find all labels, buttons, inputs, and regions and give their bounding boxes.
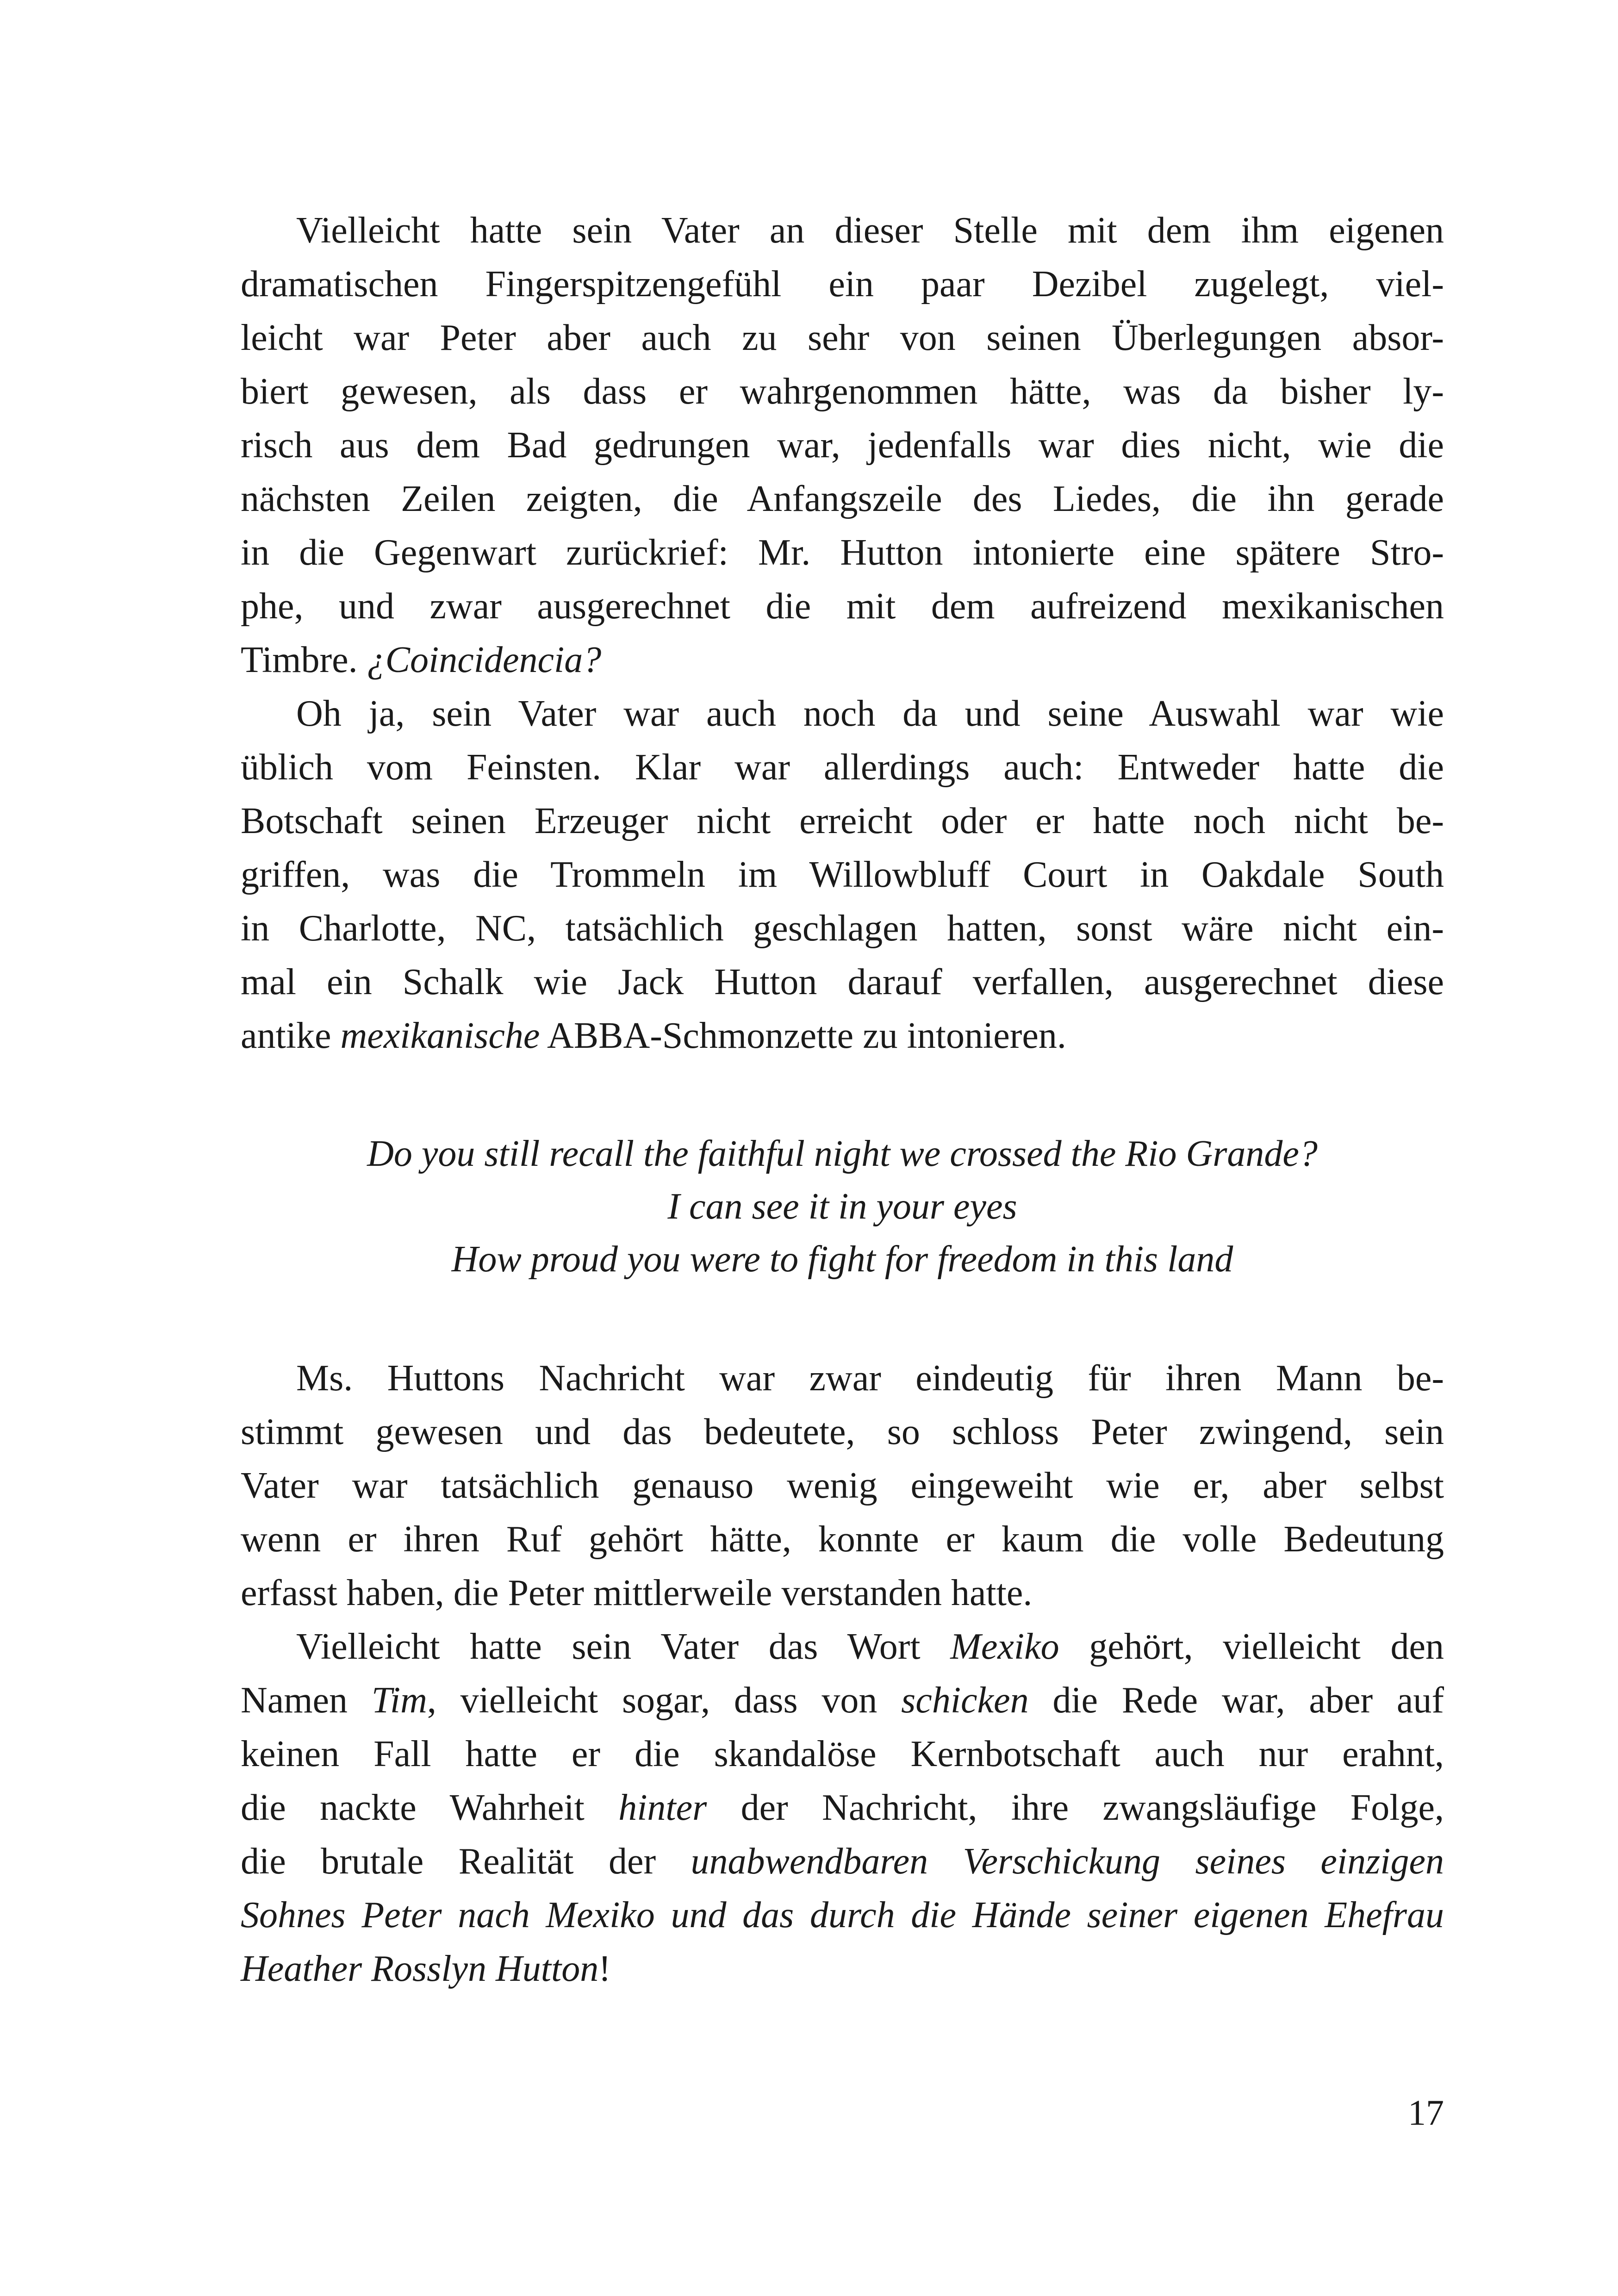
text-line (241, 311, 1444, 365)
text-span: biert gewesen, als dass er wahrgenommen hätte, was da bisher ly- (241, 371, 1444, 412)
text-line (241, 257, 1444, 311)
text-line (241, 1888, 1444, 1942)
text-span: Vielleicht hatte sein Vater an dieser Stelle mit dem ihm eigenen (296, 210, 1444, 251)
text-line (296, 1620, 1444, 1674)
text-line (241, 1942, 1444, 1996)
page-number: 17 (1408, 2092, 1444, 2133)
text-line (241, 365, 1444, 418)
song-verse-line: Do you still recall the faithful night we crossed the Rio Grande? (367, 1133, 1318, 1174)
text-span: mal ein Schalk wie Jack Hutton darauf verfallen, ausgerechnet diese (241, 962, 1444, 1002)
text-span: die Rede war, aber auf (1028, 1680, 1444, 1721)
text-line (241, 740, 1444, 794)
text-span: keinen Fall hatte er die skandalöse Kernbotschaft auch nur erahnt, (241, 1734, 1444, 1774)
text-span: Namen (241, 1680, 372, 1721)
text-line (241, 418, 1444, 472)
text-line (241, 902, 1444, 955)
text-span: wenn er ihren Ruf gehört hätte, konnte er kaum die volle Bedeutung (241, 1519, 1444, 1560)
text-line (296, 687, 1444, 740)
text-span: , vielleicht sogar, dass von (427, 1680, 902, 1721)
text-line (241, 1566, 1444, 1620)
text-line (241, 472, 1444, 526)
italic-text: schicken (901, 1680, 1029, 1721)
text-span: Ms. Huttons Nachricht war zwar eindeutig für ihren Mann be- (296, 1358, 1444, 1399)
italic-text: Sohnes Peter nach Mexiko und das durch die Hände seiner eigenen Ehefrau (241, 1895, 1444, 1935)
song-verse-line: I can see it in your eyes (667, 1186, 1017, 1227)
text-line (241, 794, 1444, 848)
italic-text: hinter (618, 1787, 707, 1828)
text-line (241, 1674, 1444, 1727)
text-span: üblich vom Feinsten. Klar war allerdings auch: Entweder hatte die (241, 747, 1444, 788)
text-span: Vielleicht hatte sein Vater das Wort (296, 1626, 951, 1667)
text-span: erfasst haben, die Peter mittlerweile verstanden hatte. (241, 1573, 1033, 1613)
text-line (241, 526, 1444, 579)
text-span: stimmt gewesen und das bedeutete, so schloss Peter zwingend, sein (241, 1412, 1444, 1452)
text-line (241, 1459, 1444, 1512)
text-span: Oh ja, sein Vater war auch noch da und seine Auswahl war wie (296, 693, 1444, 734)
text-line (241, 1405, 1444, 1459)
text-span: in die Gegenwart zurückrief: Mr. Hutton intonierte eine spätere Stro- (241, 532, 1444, 573)
text-span: die nackte Wahrheit (241, 1787, 619, 1828)
italic-text: unabwendbaren Verschickung seines einzigen (691, 1841, 1444, 1882)
text-span: gehört, vielleicht den (1059, 1626, 1444, 1667)
text-line (241, 579, 1444, 633)
text-line (241, 633, 1444, 687)
text-span: leicht war Peter aber auch zu sehr von seinen Überlegungen absor- (241, 317, 1444, 358)
song-verse-line: How proud you were to fight for freedom in this land (451, 1239, 1233, 1280)
text-line (296, 1351, 1444, 1405)
text-span: die brutale Realität der (241, 1841, 691, 1882)
text-span: dramatischen Fingerspitzengefühl ein paar Dezibel zugelegt, viel- (241, 264, 1444, 305)
text-line (241, 1727, 1444, 1781)
text-line (241, 1512, 1444, 1566)
text-span: Botschaft seinen Erzeuger nicht erreicht oder er hatte noch nicht be- (241, 801, 1444, 841)
italic-text: ¿Coincidencia? (367, 640, 602, 680)
text-line (241, 955, 1444, 1009)
text-span: in Charlotte, NC, tatsächlich geschlagen hatten, sonst wäre nicht ein- (241, 908, 1444, 949)
text-span: nächsten Zeilen zeigten, die Anfangszeile des Liedes, die ihn gerade (241, 479, 1444, 519)
text-span: risch aus dem Bad gedrungen war, jedenfalls war dies nicht, wie die (241, 425, 1444, 466)
italic-text: Heather Rosslyn Hutton (241, 1948, 599, 1989)
text-line (241, 1009, 1444, 1063)
italic-text: Tim (371, 1680, 427, 1721)
italic-text: mexikanische (340, 1015, 540, 1056)
text-line (296, 204, 1444, 257)
text-span: phe, und zwar ausgerechnet die mit dem aufreizend mexikanischen (241, 586, 1444, 627)
italic-text: Mexiko (950, 1626, 1059, 1667)
text-span: der Nachricht, ihre zwangsläufige Folge, (707, 1787, 1444, 1828)
text-line (241, 1835, 1444, 1888)
text-line (241, 848, 1444, 902)
text-span: antike (241, 1015, 341, 1056)
text-span: ABBA-Schmonzette zu intonieren. (540, 1015, 1066, 1056)
text-span: Vater war tatsächlich genauso wenig eingeweiht wie er, aber selbst (241, 1465, 1444, 1506)
text-line (241, 1781, 1444, 1835)
text-span: griffen, was die Trommeln im Willowbluff Court in Oakdale South (241, 854, 1444, 895)
text-span: Timbre. (241, 640, 367, 680)
text-span: ! (598, 1948, 611, 1989)
